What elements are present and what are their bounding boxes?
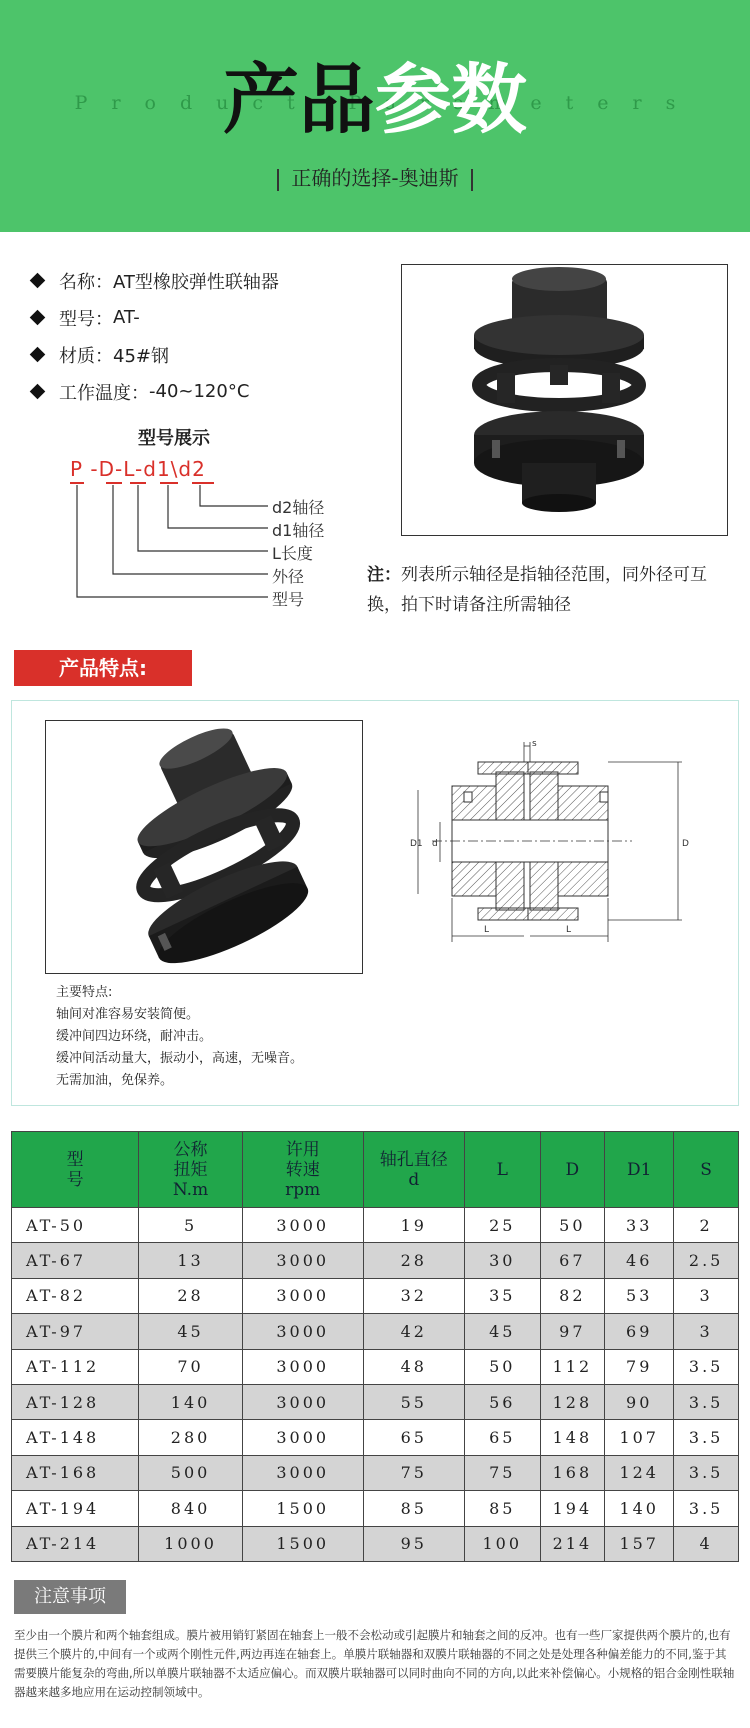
cell-torque: 13	[139, 1243, 243, 1278]
cell-bore: 65	[363, 1420, 464, 1455]
diamond-bullet-icon	[30, 310, 46, 326]
cell-s: 3	[674, 1314, 739, 1349]
cell-d1: 90	[605, 1384, 674, 1419]
cell-speed: 3000	[242, 1384, 363, 1419]
col-header-torque: 公称 扭矩 N.m	[139, 1132, 243, 1208]
drawing-label-l-left: L	[484, 925, 490, 935]
cell-l: 35	[465, 1278, 541, 1313]
table-row	[12, 1420, 739, 1455]
cell-speed: 1500	[242, 1491, 363, 1526]
model-label-d2: d2轴径	[272, 498, 325, 517]
spec-item-material	[32, 336, 279, 373]
feature-item: 轴间对准容易安装简便。	[56, 1007, 200, 1022]
cell-torque: 280	[139, 1420, 243, 1455]
cell-l: 45	[465, 1314, 541, 1349]
model-label-d1: d1轴径	[272, 521, 325, 540]
note-text: 列表所示轴径是指轴径范围，同外径可互换，拍下时请备注所需轴径	[367, 565, 707, 615]
cell-model: AT-128	[12, 1384, 139, 1419]
cell-d: 128	[540, 1384, 605, 1419]
feature-item: 无需加油，免保养。	[56, 1073, 174, 1088]
col-header-model: 型 号	[12, 1132, 139, 1208]
cell-speed: 3000	[242, 1455, 363, 1490]
cell-torque: 28	[139, 1278, 243, 1313]
drawing-label-outer-d: D	[682, 839, 689, 849]
coupling-exploded-image	[402, 265, 727, 535]
cell-d: 214	[540, 1526, 605, 1561]
spec-item-model	[32, 299, 279, 336]
cell-d1: 69	[605, 1314, 674, 1349]
cell-torque: 840	[139, 1491, 243, 1526]
cell-bore: 85	[363, 1491, 464, 1526]
cell-torque: 500	[139, 1455, 243, 1490]
features-list	[56, 982, 303, 1092]
cell-s: 3.5	[674, 1455, 739, 1490]
spec-label: 工作温度：	[59, 382, 149, 404]
cell-speed: 3000	[242, 1314, 363, 1349]
tagline-divider-left	[277, 169, 279, 191]
cell-s: 3.5	[674, 1349, 739, 1384]
cell-bore: 48	[363, 1349, 464, 1384]
table-row	[12, 1491, 739, 1526]
cell-s: 2.5	[674, 1243, 739, 1278]
cell-d1: 53	[605, 1278, 674, 1313]
cell-d1: 157	[605, 1526, 674, 1561]
model-label-model: 型号	[272, 590, 305, 609]
cell-torque: 70	[139, 1349, 243, 1384]
model-label-outer-diameter: 外径	[272, 567, 305, 586]
cell-bore: 55	[363, 1384, 464, 1419]
cell-d1: 46	[605, 1243, 674, 1278]
spec-item-temperature	[32, 373, 279, 410]
cell-model: AT-148	[12, 1420, 139, 1455]
cell-d: 194	[540, 1491, 605, 1526]
header-tagline	[0, 162, 750, 191]
coupling-technical-drawing	[382, 738, 712, 950]
cell-speed: 3000	[242, 1243, 363, 1278]
spec-value: AT型橡胶弹性联轴器	[113, 271, 279, 293]
cell-bore: 19	[363, 1208, 464, 1243]
spec-value: AT-	[113, 307, 140, 328]
notice-text: 至少由一个膜片和两个轴套组成。膜片被用销钉紧固在轴套上一般不会松动或引起膜片和轴套之间的反冲。也有一些厂家提供两个膜片的,也有提供三个膜片的,中间有一个或两个刚性元件,两边再连在轴套上。单膜片联轴器和双膜片联轴器的不同之处是处理各种偏差能力的不同,鉴于其需要膜片能复杂的弯曲,所以单膜片联轴器不太适应偏心。而双膜片联轴器可以同时曲向不同的方向,以此来补偿偏心。小规格的铝合金刚性联轴器越来越多地应用在运动控制领域中。	[14, 1628, 735, 1699]
cell-d: 67	[540, 1243, 605, 1278]
table-header-row	[12, 1132, 739, 1208]
drawing-label-d: d	[432, 839, 438, 849]
cell-bore: 42	[363, 1314, 464, 1349]
table-row	[12, 1243, 739, 1278]
cell-l: 65	[465, 1420, 541, 1455]
diamond-bullet-icon	[30, 273, 46, 289]
cell-l: 85	[465, 1491, 541, 1526]
cell-l: 56	[465, 1384, 541, 1419]
diamond-bullet-icon	[30, 384, 46, 400]
feature-item: 缓冲间四边环绕，耐冲击。	[56, 1029, 213, 1044]
col-header-bore: 轴孔直径 d	[363, 1132, 464, 1208]
cell-l: 30	[465, 1243, 541, 1278]
spec-label: 名称：	[59, 271, 113, 293]
cell-model: AT-82	[12, 1278, 139, 1313]
spec-label: 材质：	[59, 345, 113, 367]
drawing-label-d1: D1	[410, 839, 423, 849]
model-code: P -D-L-d1\d2	[70, 457, 206, 481]
cell-bore: 75	[363, 1455, 464, 1490]
cell-speed: 3000	[242, 1278, 363, 1313]
spec-list	[32, 262, 279, 410]
spec-label: 型号：	[59, 308, 113, 330]
page-title	[0, 55, 750, 144]
table-row	[12, 1314, 739, 1349]
page-header	[0, 0, 750, 232]
model-label-length: L长度	[272, 544, 313, 563]
cell-model: AT-214	[12, 1526, 139, 1561]
cell-s: 3.5	[674, 1491, 739, 1526]
cell-d1: 124	[605, 1455, 674, 1490]
col-header-d: D	[540, 1132, 605, 1208]
cell-model: AT-97	[12, 1314, 139, 1349]
product-photo-exploded	[401, 264, 728, 536]
cell-torque: 1000	[139, 1526, 243, 1561]
spec-item-name	[32, 262, 279, 299]
cell-s: 3.5	[674, 1384, 739, 1419]
cell-d: 82	[540, 1278, 605, 1313]
diamond-bullet-icon	[30, 347, 46, 363]
cell-d1: 140	[605, 1491, 674, 1526]
cell-speed: 3000	[242, 1208, 363, 1243]
cell-speed: 3000	[242, 1349, 363, 1384]
cell-s: 4	[674, 1526, 739, 1561]
tagline-text: 正确的选择-奥迪斯	[291, 166, 459, 190]
model-display-title: 型号展示	[138, 428, 210, 449]
cell-torque: 5	[139, 1208, 243, 1243]
product-photo-angled	[45, 720, 363, 974]
coupling-angled-image	[46, 721, 362, 973]
cell-model: AT-194	[12, 1491, 139, 1526]
table-row	[12, 1208, 739, 1243]
cell-torque: 45	[139, 1314, 243, 1349]
cell-d: 148	[540, 1420, 605, 1455]
col-header-l: L	[465, 1132, 541, 1208]
cell-s: 3	[674, 1278, 739, 1313]
cell-torque: 140	[139, 1384, 243, 1419]
cell-l: 75	[465, 1455, 541, 1490]
table-row	[12, 1349, 739, 1384]
features-badge: 产品特点:	[14, 650, 192, 686]
table-row	[12, 1455, 739, 1490]
cell-l: 50	[465, 1349, 541, 1384]
cell-l: 100	[465, 1526, 541, 1561]
notice-badge: 注意事项	[14, 1580, 126, 1614]
title-part-1: 产品	[223, 55, 375, 144]
cell-d1: 107	[605, 1420, 674, 1455]
cell-speed: 1500	[242, 1526, 363, 1561]
axle-note	[367, 560, 737, 620]
header-subtitle-en: Product Parameters	[74, 92, 700, 114]
table-row	[12, 1526, 739, 1561]
spec-value: 45#钢	[113, 345, 169, 367]
cell-s: 3.5	[674, 1420, 739, 1455]
spec-value: -40~120°C	[149, 381, 250, 402]
cell-model: AT-67	[12, 1243, 139, 1278]
cell-d: 50	[540, 1208, 605, 1243]
tagline-divider-right	[471, 169, 473, 191]
cell-model: AT-50	[12, 1208, 139, 1243]
cell-d1: 33	[605, 1208, 674, 1243]
title-part-2: 参数	[375, 55, 527, 144]
cell-model: AT-112	[12, 1349, 139, 1384]
cell-d: 97	[540, 1314, 605, 1349]
cell-bore: 28	[363, 1243, 464, 1278]
cell-d1: 79	[605, 1349, 674, 1384]
cell-d: 168	[540, 1455, 605, 1490]
cell-s: 2	[674, 1208, 739, 1243]
table-row	[12, 1384, 739, 1419]
cell-bore: 95	[363, 1526, 464, 1561]
col-header-d1: D1	[605, 1132, 674, 1208]
cell-model: AT-168	[12, 1455, 139, 1490]
drawing-label-l-right: L	[566, 925, 572, 935]
col-header-s: S	[674, 1132, 739, 1208]
cell-bore: 32	[363, 1278, 464, 1313]
drawing-label-s: s	[532, 739, 537, 749]
cell-d: 112	[540, 1349, 605, 1384]
note-prefix: 注：	[367, 565, 401, 585]
cell-l: 25	[465, 1208, 541, 1243]
table-row	[12, 1278, 739, 1313]
feature-item: 缓冲间活动量大，振动小，高速，无噪音。	[56, 1051, 304, 1066]
spec-table	[11, 1131, 739, 1562]
col-header-speed: 许用 转速 rpm	[242, 1132, 363, 1208]
cell-speed: 3000	[242, 1420, 363, 1455]
features-heading: 主要特点:	[56, 985, 113, 1000]
